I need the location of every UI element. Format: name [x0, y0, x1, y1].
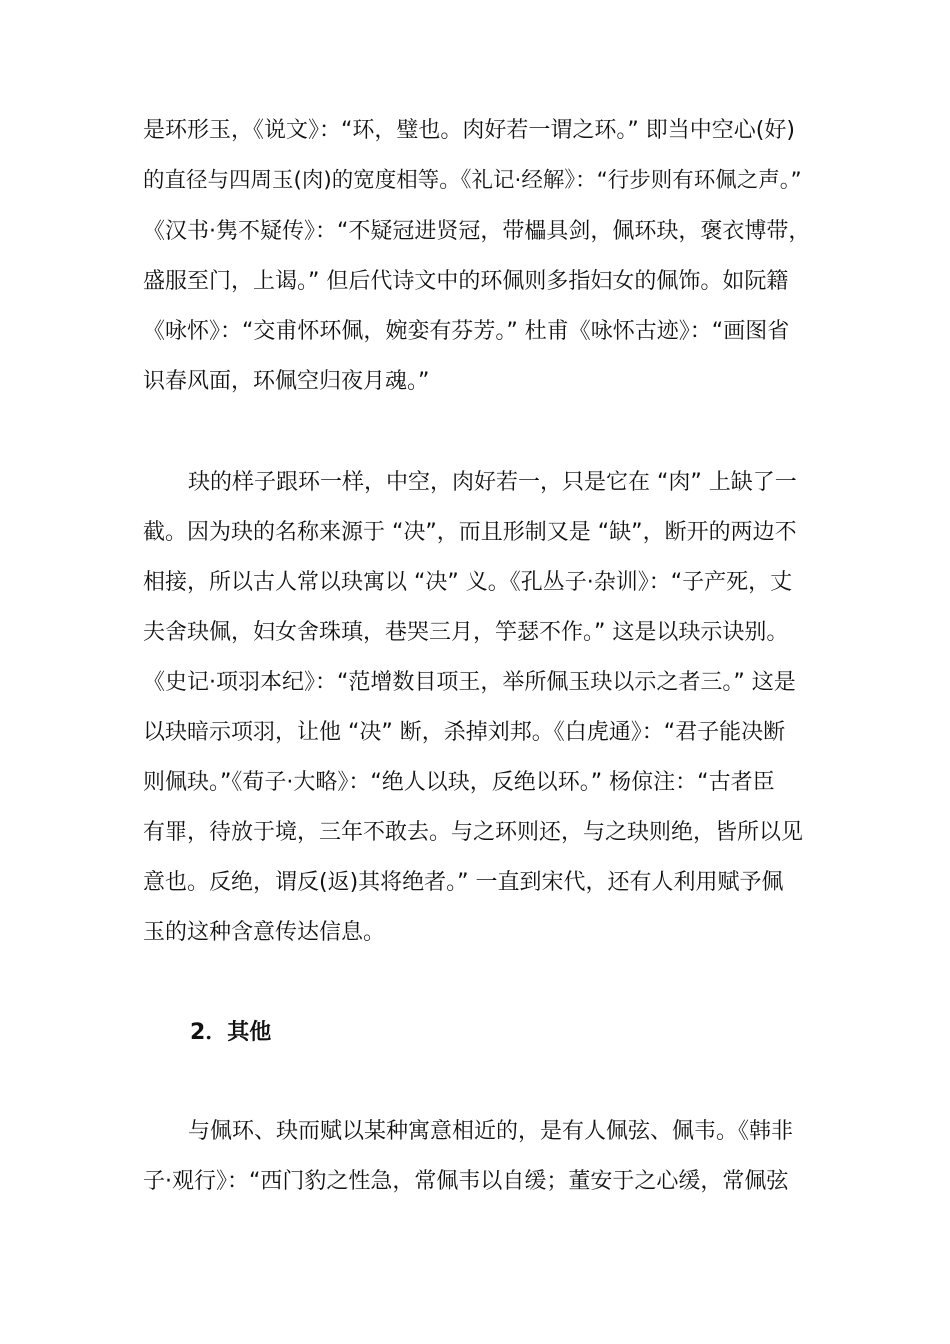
text-line: 《咏怀》：“交甫怀环佩，婉娈有芬芳。” 杜甫《咏怀古迹》：“画图省	[143, 319, 790, 344]
text-line: 有罪，待放于境，三年不敢去。与之环则还，与之玦则绝，皆所以见	[143, 820, 804, 845]
text-line: 的直径与四周玉(肉)的宽度相等。《礼记·经解》：“行步则有环佩之声。”	[143, 168, 802, 193]
text-line: 《汉书·隽不疑传》：“不疑冠进贤冠，带櫑具剑，佩环玦，褒衣博带，	[143, 219, 811, 244]
section-heading: 2．其他	[190, 1020, 272, 1045]
text-line: 《史记·项羽本纪》：“范增数目项王，举所佩玉玦以示之者三。” 这是	[143, 670, 796, 695]
text-line: 盛服至门，上谒。” 但后代诗文中的环佩则多指妇女的佩饰。如阮籍	[143, 269, 789, 294]
text-line: 则佩玦。”《荀子·大略》：“绝人以玦，反绝以环。” 杨倞注：“古者臣	[143, 770, 775, 795]
text-line: 夫舍玦佩，妇女舍珠瑱，巷哭三月，竽瑟不作。” 这是以玦示诀别。	[143, 620, 789, 645]
text-line: 玉的这种含意传达信息。	[143, 920, 386, 945]
text-line: 子·观行》：“西门豹之性急，常佩韦以自缓；董安于之心缓，常佩弦	[143, 1169, 789, 1194]
text-line: 以玦暗示项羽，让他 “决” 断，杀掉刘邦。《白虎通》：“君子能决断	[143, 720, 786, 745]
text-line: 与佩环、玦而赋以某种寓意相近的，是有人佩弦、佩韦。《韩非	[188, 1119, 794, 1144]
text-line: 意也。反绝，谓反(返)其将绝者。” 一直到宋代，还有人利用赋予佩	[143, 870, 784, 895]
text-line: 截。因为玦的名称来源于 “决”，而且形制又是 “缺”，断开的两边不	[143, 520, 797, 545]
text-line: 玦的样子跟环一样，中空，肉好若一，只是它在 “肉” 上缺了一	[188, 470, 797, 495]
text-line: 是环形玉，《说文》：“环，璧也。肉好若一谓之环。” 即当中空心(好)	[143, 118, 795, 143]
text-line: 识春风面，环佩空归夜月魂。”	[143, 369, 430, 394]
text-line: 相接，所以古人常以玦寓以 “决” 义。《孔丛子·杂训》：“子产死，丈	[143, 570, 793, 595]
